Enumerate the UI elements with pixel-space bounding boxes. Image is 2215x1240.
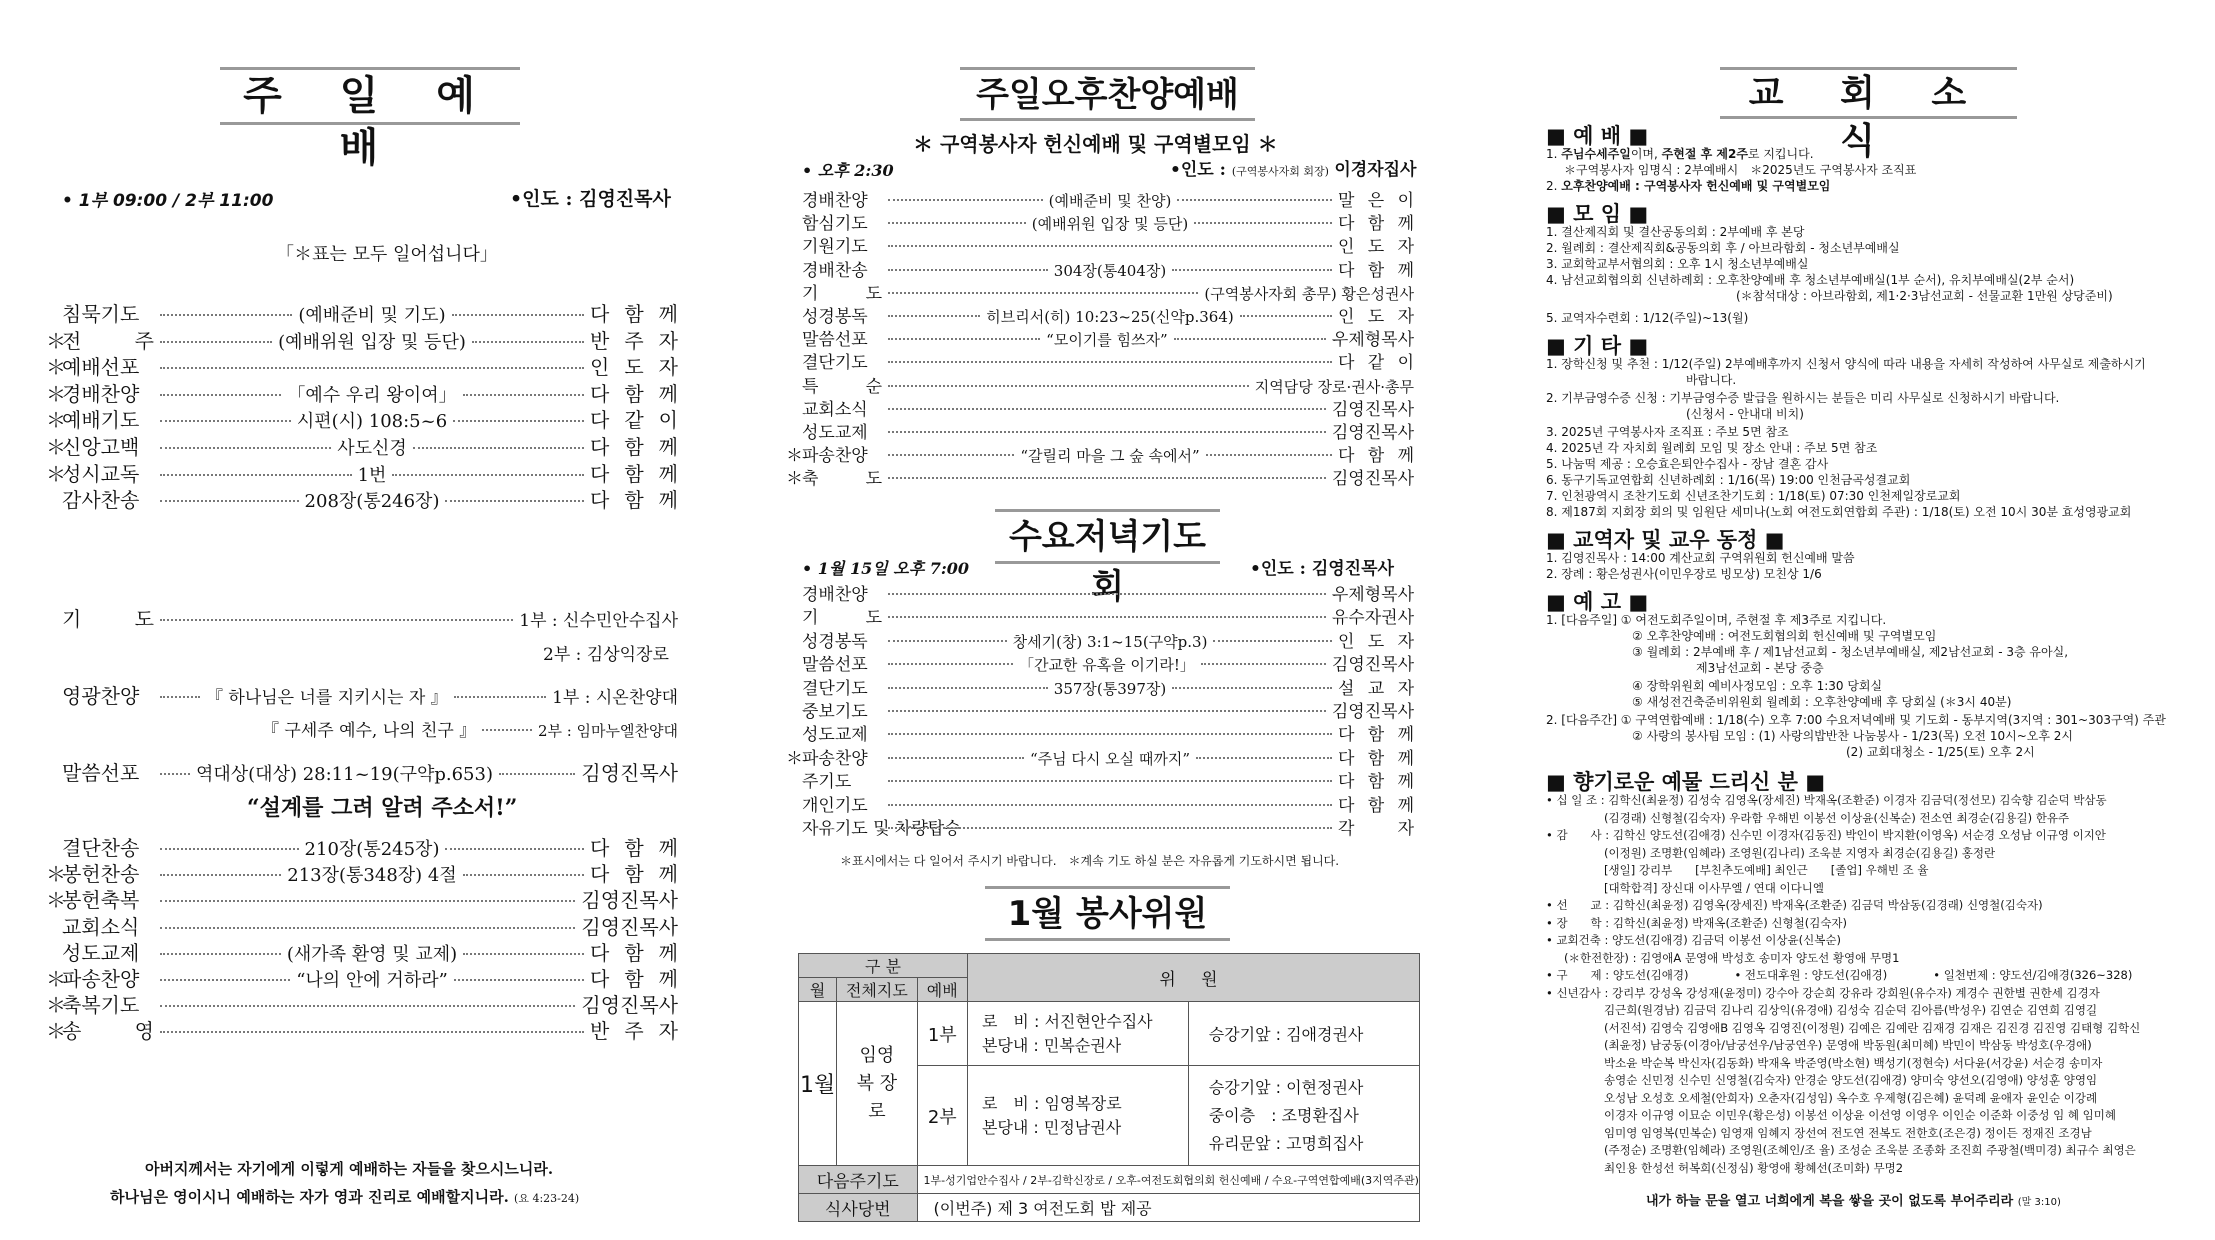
standing-mark: ＊ [46,461,66,486]
order-row [802,302,1414,327]
order-row [46,378,679,407]
offering-line: 임미영 임영복(민복순) 임영재 임혜지 장선여 전도연 전복도 전한호(조은경) 정이든 정재진 조경남 [1604,1125,2092,1140]
order-label: 말씀선포 [62,761,140,785]
order-detail: 시편(시) 108:5~6 [296,411,448,433]
order-row-sermon [62,757,678,786]
order-row-prayer [62,603,678,632]
standing-mark: ＊ [46,888,66,913]
order-person: 다 함 께 [590,862,679,887]
order-label: 성시교독 [62,461,140,486]
wednesday-leader: •인도 : 김영진목사 [1250,559,1394,579]
order-row [46,858,679,887]
order-row [802,209,1414,234]
order-row [802,580,1414,605]
order-row [802,791,1414,816]
order-person: 다 함 께 [590,435,678,459]
etc-item-8: 8. 제187회 지회장 회의 및 임원단 세미나(노회 여전도회연합회 주관) : 1/18(토) 오전 10시 30분 효성영광교회 [1546,505,2132,519]
standing-mark: ＊ [46,1019,66,1044]
section-offerings: ■ 향기로운 예물 드리신 분 ■ [1546,770,1826,794]
order-label: 성도교제 [62,940,140,965]
order-detail: “나의 안에 거하라” [296,970,448,991]
leader-role: (구역봉사자회 회장) [1231,165,1329,178]
order-label: 전 주 [62,328,154,353]
order-label: 영광찬양 [62,684,140,708]
svc2-glass-door: 유리문앞 : 고명희집사 [1208,1133,1364,1153]
order-row [46,431,678,460]
order-label: 결단기도 [802,353,868,374]
offering-line: [생일] 강리부 [부친추도예배] 최인근 [졸업] 우해빈 조 율 [1604,863,1929,877]
order-label: 교회소식 [62,914,140,939]
offering-line: • 십 일 조 : 김학신(최윤정) 김성숙 김영옥(장세진) 박재옥(조환준) 이경자 김금덕(정선모) 김숙향 김순덕 박삼동 [1546,793,2107,807]
offering-line: (이정원) 조명환(임혜라) 조영원(김나리) 조욱분 지영자 최경순(김용길) 홍정란 [1604,845,1996,860]
svc1-lobby: 로 비 : 서진현안수집사 [981,1011,1153,1031]
order-person: 인 도 자 [1338,307,1414,327]
order-row [46,325,679,354]
order-person: 다 함 께 [1338,772,1414,793]
volunteers-table [798,953,1420,1222]
etc-item-6: 6. 동구기독교연합회 신년하례회 : 1/16(목) 19:00 인천금곡성결교회 [1546,473,1911,487]
etc-item-7: 7. 인천광역시 조찬기도회 신년조찬기도회 : 1/18(토) 07:30 인천제일장로교회 [1546,489,1961,503]
meal-duty-value: (이번주) 제 3 여전도회 밥 제공 [917,1194,1419,1222]
order-person: 다 함 께 [590,302,678,326]
preview-item-1b: ② 오후찬양예배 : 여전도회협의회 헌신예배 및 구역별모임 [1632,629,1937,643]
order-label: 봉헌찬송 [62,862,140,887]
news-body [1546,120,2211,1230]
order-person: 인 도 자 [590,355,678,380]
offering-line: • 교회건축 : 양도선(김애경) 김금덕 이봉선 이상윤(신복순) [1546,933,1841,947]
order-detail: 사도신경 [337,438,407,459]
etc-item-1b: 바랍니다. [1686,373,1737,387]
offering-line: 오성남 오성호 오세철(안희자) 오춘자(김성임) 옥수호 우제형(김은혜) 윤덕례 윤애자 윤인순 이강례 [1604,1090,2098,1105]
church-news-title: 교 회 소 식 [1720,67,2017,119]
next-prayer-value: 1부-성기업안수집사 / 2부-김학신장로 / 오후-여전도회협의회 헌신예배 / 수요-구역연합예배(3지역주관) [917,1166,1419,1194]
preview-item-2c: (2) 교회대청소 - 1/25(토) 오후 2시 [1846,745,2035,759]
table-header-members: 위 원 [967,954,1419,1002]
verse-reference: (요 4:23-24) [514,1192,580,1205]
standing-mark: ＊ [46,435,66,459]
order-label: 성도교제 [802,423,868,443]
order-label: 결단기도 [802,678,868,699]
order-label: 기 도 [802,608,882,629]
order-person: 다 함 께 [590,967,679,991]
order-detail: 208장(통246장) [304,491,440,513]
order-detail: 「간교한 유혹을 이기라!」 [1018,656,1195,675]
sunday-worship-title: 주 일 예 배 [220,67,520,125]
order-label: 파송찬양 [802,446,868,467]
etc-item-3: 3. 2025년 구역봉사자 조직표 : 주보 5면 참조 [1546,425,1789,439]
order-label: 파송찬양 [62,967,140,991]
order-person: 다 함 께 [590,488,679,513]
order-label: 봉헌축복 [62,888,140,913]
order-person: 인 도 자 [1338,237,1414,258]
wednesday-time: • 1월 15일 오후 7:00 [802,559,970,578]
order-row [802,814,1414,839]
offering-line: 최인용 한성선 허복희(신정심) 황영애 황혜선(조미화) 무명2 [1604,1160,1904,1175]
closing-verse-1: 아버지께서는 자기에게 이렇게 예배하는 자들을 찾으시느니라. [145,1160,554,1178]
order-label: 결단찬송 [62,836,140,860]
offering-line: • 감 사 : 김학신 양도선(김애경) 신수민 이경자(김동진) 박인이 박지환(이영옥) 서순경 오성남 이규영 이지안 [1546,828,2106,842]
order-label: 예배기도 [62,408,140,433]
order-label: 성경봉독 [802,631,868,652]
table-header-guide: 전체지도 [837,978,917,1002]
order-person: 다 함 께 [1338,446,1414,467]
order-detail: 「예수 우리 왕이여」 [287,384,457,406]
order-person: 김영진목사 [1331,423,1414,443]
afternoon-leader [1170,155,1416,180]
order-label: 교회소식 [802,399,868,420]
order-person: 다 같 이 [1338,353,1414,374]
section-worship: ■ 예 배 ■ [1546,124,1649,148]
order-person: 김영진목사 [581,914,678,939]
offering-line: • 신년감사 : 강리부 강성옥 강성재(윤정미) 강수아 강순희 강유라 강희원(유수자) 계경수 권한별 권한세 김경자 [1546,985,2100,1000]
etc-item-4: 4. 2025년 각 자치회 월례회 모임 및 장소 안내 : 주보 5면 참조 [1546,441,1878,455]
order-row [802,256,1414,281]
order-detail: (예배준비 및 기도) [298,305,446,326]
order-detail: (새가족 환영 및 교제) [286,943,458,965]
order-label: 기원기도 [802,237,868,258]
order-detail: 357장(통397장) [1053,679,1167,698]
order-row [802,418,1414,443]
section-meeting: ■ 모 임 ■ [1546,202,1649,226]
order-person: 반 주 자 [590,328,679,353]
etc-item-2: 2. 기부금영수증 신청 : 기부금영수증 발급을 원하시는 분들은 미리 사무실로 신청하시기 바랍니다. [1546,391,2060,405]
offering-line: [대학합격] 장신대 이사무엘 / 연대 이다니엘 [1604,880,1824,895]
preview-item-2: 2. [다음주간] ① 구역연합예배 : 1/18(수) 오후 7:00 수요저녁예배 및 기도회 - 동부지역(3지역 : 301~303구역) 주관 [1546,713,2166,727]
order-row [62,937,678,966]
order-row [46,458,678,487]
service-time: • 1부 09:00 / 2부 11:00 [62,191,274,211]
order-row [802,325,1414,350]
standing-mark: ＊ [46,355,66,380]
scripture-reading: 역대상(대상) 28:11~19(구약p.653) [196,764,493,785]
leader-name: 이경자집사 [1334,160,1417,180]
offering-line: • 장 학 : 김학신(최윤정) 박재옥(조환준) 신형철(김숙자) [1546,915,1848,930]
table-svc-1: 1부 [917,1002,967,1066]
order-person: 김영진목사 [581,888,678,913]
table-svc-2: 2부 [917,1066,967,1166]
afternoon-worship-title: 주일오후찬양예배 [960,67,1255,121]
order-detail: “모이기를 힘쓰자” [1046,331,1168,350]
worship-item-1-sub: ＊구역봉사자 임명식 : 2부예배시 ＊2025년도 구역봉사자 조직표 [1564,163,1917,177]
meeting-item-5: 5. 교역자수련회 : 1/12(주일)~13(월) [1546,311,1749,325]
etc-item-1: 1. 장학신청 및 추천 : 1/12(주일) 2부예배후까지 신청서 양식에 따라 내용을 자세히 작성하여 사무실로 제출하시기 [1546,357,2146,371]
order-person: 다 같 이 [590,408,678,433]
order-row [46,404,678,433]
order-row [802,232,1414,257]
worship-item-1: 1. 주님수세주일이며, 주현절 후 제2주로 지킵니다. [1546,147,1814,161]
sunday-worship-column [0,0,740,1240]
wednesday-order [786,580,1415,844]
order-label: 신앙고백 [62,435,140,459]
worship-leader: •인도 : 김영진목사 [510,188,671,210]
standing-mark: ＊ [46,862,66,887]
table-svc1-right: 승강기앞 : 김애경권사 [1188,1002,1419,1066]
afternoon-order [786,186,1415,498]
preview-item-1c: ③ 월례회 : 2부예배 후 / 제1남선교회 - 청소년부예배실, 제2남선교회 - 3층 유아실, [1632,645,2069,659]
closing-verse-2 [110,1186,579,1207]
order-row [62,484,678,513]
order-label: 송 영 [62,1019,154,1044]
offering-line: (김경래) 신형철(김숙자) 우라함 우해빈 이봉선 이상윤(신복순) 전소연 최경순(김용길) 한유주 [1604,810,2070,825]
worship-item-2: 2. 오후찬양예배 : 구역봉사자 헌신예배 및 구역별모임 [1546,179,1831,193]
order-of-worship-2 [46,832,679,1132]
order-detail: 창세기(창) 3:1~15(구약p.3) [1012,632,1208,651]
order-row [786,464,1414,490]
order-row-glory-praise-2 [262,716,678,741]
standing-mark: ＊ [786,446,803,467]
choir-2nd-service: 2부 : 임마누엘찬양대 [537,722,678,740]
order-detail: 210장(통245장) [304,839,440,860]
meeting-item-4: 4. 남선교회협의회 신년하례회 : 오후찬양예배 후 청소년부예배실(1부 순서), 유치부예배실(2부 순서) [1546,273,2075,287]
order-row [46,1015,678,1044]
order-label: 성도교제 [802,725,868,746]
order-detail: 304장(통404장) [1053,261,1167,280]
order-row [802,186,1414,211]
offering-line: • 선 교 : 김학신(최윤정) 김영옥(장세진) 박재옥(조환준) 김금덕 박삼동(김경래) 신영철(김숙자) [1546,898,2043,912]
meeting-item-3: 3. 교회학교부서협의회 : 오후 1시 청소년부예배실 [1546,257,1809,271]
preview-item-1e: ④ 장학위원회 예비사정모임 : 오후 1:30 당회실 [1632,679,1883,693]
order-detail: (구역봉사자회 총무) 황은성권사 [1204,284,1414,303]
order-person: 다 함 께 [1338,260,1414,281]
svc2-mezzanine: 중이층 : 조명환집사 [1208,1105,1359,1125]
order-row [786,441,1414,467]
offering-line: (서진석) 김영숙 김영애B 김영옥 김영진(이정원) 김예은 김예란 김재경 김재은 김진경 김진영 김태형 김학신 [1604,1020,2141,1035]
order-row [62,298,678,327]
offering-line: 김근희(원경남) 김금덕 김나리 김상익(유경애) 김성숙 김순덕 김아름(박성우) 김연순 김연희 김영길 [1604,1003,2098,1017]
order-label: 축 도 [802,469,882,490]
wednesday-prayer-title: 수요저녁기도회 [995,509,1220,564]
standing-mark: ＊ [46,381,66,406]
order-label: 경배찬송 [802,260,868,281]
table-guide: 임영복 장로 [837,1002,917,1166]
staff-item-2: 2. 장례 : 황은성권사(이민우장로 빙모상) 모친상 1/6 [1546,567,1822,581]
offering-line: (주정순) 조명환(임혜라) 조영원(조혜인/조 율) 조성순 조욱분 조종화 조진희 주광철(백미경) 최규수 최영은 [1604,1143,2136,1157]
preview-item-1d: 제3남선교회 - 본당 중층 [1696,661,1824,675]
order-person: 우제형목사 [1331,585,1414,605]
order-label: 함심기도 [802,214,868,235]
order-row [802,650,1414,675]
table-header-group: 구 분 [799,954,968,978]
order-person: 유수자권사 [1331,608,1414,629]
closing-verse-ref: (말 3:10) [2017,1197,2061,1208]
order-row [802,372,1414,397]
order-detail: 지역담당 장로·권사·총무 [1254,377,1414,396]
order-row [802,674,1414,699]
order-row [802,767,1414,792]
offering-line: 송영순 신민정 신수민 신영철(김숙자) 안경순 양도선(김애경) 양미숙 양선오(김영애) 양성훈 양영임 [1604,1073,2098,1087]
sermon-title: “설계를 그려 알려 주소서!” [247,795,518,821]
volunteers-title: 1월 봉사위원 [985,886,1230,941]
etc-item-2b: (신청서 - 안내대 비치) [1686,407,1804,421]
svc2-lobby: 로 비 : 임영복장로 [981,1093,1122,1113]
prayer-1st-service: 1부 : 신수민안수집사 [519,611,678,631]
order-person: 다 함 께 [1338,748,1414,769]
order-row [802,603,1414,628]
order-person: 각 자 [1338,819,1414,839]
order-person: 다 함 께 [1338,795,1414,816]
order-row [46,989,678,1018]
table-svc1-left [967,1002,1188,1066]
order-row [802,279,1414,304]
order-row-glory-praise [62,680,678,709]
section-preview: ■ 예 고 ■ [1546,590,1649,614]
order-detail: (예배위원 입장 및 등단) [1031,215,1189,234]
order-person: 김영진목사 [1331,399,1414,420]
staff-item-1: 1. 김영진목사 : 14:00 계산교회 구역위원회 헌신예배 말씀 [1546,551,1855,565]
offering-line: • 구 제 : 양도선(김애경) • 전도대후원 : 양도선(김애경) • 일천번제 : 양도선/김애경(326~328) [1546,968,2133,982]
standing-notice: 「＊표는 모두 일어섭니다」 [276,244,498,265]
meeting-item-2: 2. 월례회 : 결산제직회&공동의회 후 / 아브라함회 - 청소년부예배실 [1546,241,1900,255]
order-person: 다 함 께 [590,461,678,486]
leader-prefix: •인도 : [1170,160,1232,180]
afternoon-subtitle: ＊ 구역봉사자 헌신예배 및 구역별모임 ＊ [913,132,1278,156]
preview-item-1: 1. [다음주일] ① 여전도회주일이며, 주현절 후 제3주로 지킵니다. [1546,613,1887,627]
order-detail: “갈릴리 마을 그 숲 속에서” [1020,447,1200,466]
table-svc2-right [1188,1066,1419,1166]
svc2-elevator: 승강기앞 : 이현정권사 [1208,1077,1364,1097]
table-header-month: 월 [799,978,837,1002]
order-detail: (예배위원 입장 및 등단) [278,331,466,353]
offering-line: 이경자 이규영 이묘순 이민우(황은성) 이봉선 이상윤 이선영 이영우 이인순 이준화 이중성 임 혜 임미혜 [1604,1108,2116,1122]
order-label: 기 도 [62,607,154,631]
order-label: 침묵기도 [62,302,140,326]
order-label: 감사찬송 [62,488,140,513]
order-person: 반 주 자 [590,1019,678,1044]
order-person: 김영진목사 [581,993,678,1018]
order-label: 개인기도 [802,795,868,816]
order-row [46,963,679,992]
prayer-2nd-service: 2부 : 김상익장로 [543,645,669,665]
order-row [46,351,678,380]
order-person: 인 도 자 [1338,631,1415,652]
standing-mark: ＊ [786,469,803,490]
order-label: 특 순 [802,376,882,397]
closing-verse [1646,1190,2061,1209]
section-etc: ■ 기 타 ■ [1546,334,1649,358]
order-label: 자유기도 및 차량탑승 [802,819,961,839]
order-detail: 213장(통348장) 4절 [287,865,457,887]
order-label: 성경봉독 [802,307,868,327]
svc2-sanctuary: 본당내 : 민정남권사 [981,1117,1122,1137]
order-label: 중보기도 [802,702,868,722]
order-row [802,348,1414,373]
order-row [62,832,678,861]
order-person: 다 함 께 [1338,725,1414,746]
order-of-worship-1 [46,298,679,588]
order-person: 다 함 께 [1338,214,1415,235]
order-label: 말씀선포 [802,330,868,351]
closing-verse-text: 내가 하늘 문을 열고 너희에게 복을 쌓을 곳이 없도록 부어주리라 [1646,1194,2014,1209]
church-news-column [1530,0,2215,1240]
order-label: 경배찬양 [62,381,140,406]
afternoon-worship-column [786,0,1430,1240]
order-person: 김영진목사 [1331,469,1414,490]
order-person: 김영진목사 [1331,655,1415,676]
order-label: 기 도 [802,283,882,304]
order-person: 설 교 자 [1338,678,1414,699]
order-row [46,884,678,913]
meeting-item-1: 1. 결산제직회 및 결산공동의회 : 2부예배 후 본당 [1546,225,1805,239]
order-person: 김영진목사 [1331,702,1414,722]
order-detail: 히브리서(히) 10:23~25(신약p.364) [986,308,1234,326]
order-label: 말씀선포 [802,655,868,676]
etc-item-5: 5. 나눔떡 제공 : 오승효은퇴안수집사 - 장남 결혼 감사 [1546,457,1829,471]
order-person: 다 함 께 [590,940,679,965]
order-label: 주기도 [802,772,852,793]
table-header-service: 예배 [917,978,967,1002]
choir-song-1: 『 하나님은 너를 지키시는 자 』 [206,688,448,708]
order-person: 말 은 이 [1338,191,1415,211]
closing-verse-2-text: 하나님은 영이시니 예배하는 자가 영과 진리로 예배할지니라. [110,1188,509,1206]
svc1-sanctuary: 본당내 : 민복순권사 [981,1035,1122,1055]
order-row [802,697,1414,722]
order-label: 축복기도 [62,993,140,1018]
order-label: 파송찬양 [802,748,868,769]
order-row [802,627,1414,652]
meal-duty-label: 식사당번 [799,1194,918,1222]
order-person: 다 함 께 [590,381,679,406]
afternoon-time: • 오후 2:30 [802,161,894,180]
order-person: 우제형목사 [1331,330,1415,351]
choir-song-2: 『 구세주 예수, 나의 친구 』 [262,721,477,741]
standing-mark: ＊ [46,328,66,353]
offering-line: (＊한전한장) : 김영애A 문영애 박성호 송미자 양도선 황영애 무명1 [1564,950,1900,965]
standing-mark: ＊ [46,408,66,433]
standing-footnote: ＊표시에서는 다 일어서 주시기 바랍니다. ＊계속 기도 하실 분은 자유롭게 기도하시면 됩니다. [840,854,1340,868]
order-row [62,911,678,940]
next-prayer-label: 다음주기도 [799,1166,918,1194]
order-person: 다 함 께 [590,836,679,860]
choir-1st-service: 1부 : 시온찬양대 [552,688,678,708]
order-row [802,395,1414,420]
standing-mark: ＊ [46,993,66,1018]
offering-line: 박소윤 박순복 박신자(김동화) 박재옥 박준영(박소현) 백성기(정현숙) 서다윤(서강윤) 서순경 송미자 [1604,1055,2103,1070]
preacher: 김영진목사 [581,761,678,785]
meeting-item-4-sub: (＊참석대상 : 아브라함회, 제1·2·3남선교회 - 선물교환 1만원 상당준비) [1736,289,2113,303]
order-label: 경배찬양 [802,585,868,605]
standing-mark: ＊ [786,748,803,769]
section-staff: ■ 교역자 및 교우 동정 ■ [1546,528,1785,552]
order-label: 예배선포 [62,355,140,380]
offering-line: (최윤정) 남궁동(이경아/남궁선우/남궁연우) 문영애 박동원(최미혜) 박민이 박삼동 박성호(우경애) [1604,1038,2092,1052]
order-detail: 1번 [357,464,387,486]
order-detail: (예배준비 및 찬양) [1048,192,1172,210]
order-detail: “주님 다시 오실 때까지” [1029,749,1191,768]
standing-mark: ＊ [46,967,66,991]
preview-item-1f: ⑤ 새성전건축준비위원회 월례회 : 오후찬양예배 후 당회실 (＊3시 40분) [1632,695,2012,709]
preview-item-2b: ② 사랑의 봉사팀 모임 : (1) 사랑의밥반찬 나눔봉사 - 1/23(목) 오전 10시~오후 2시 [1632,729,2073,743]
table-svc2-left [967,1066,1188,1166]
order-row [786,744,1414,769]
order-row [802,720,1414,745]
order-label: 경배찬양 [802,191,868,211]
table-month: 1월 [799,1002,837,1166]
